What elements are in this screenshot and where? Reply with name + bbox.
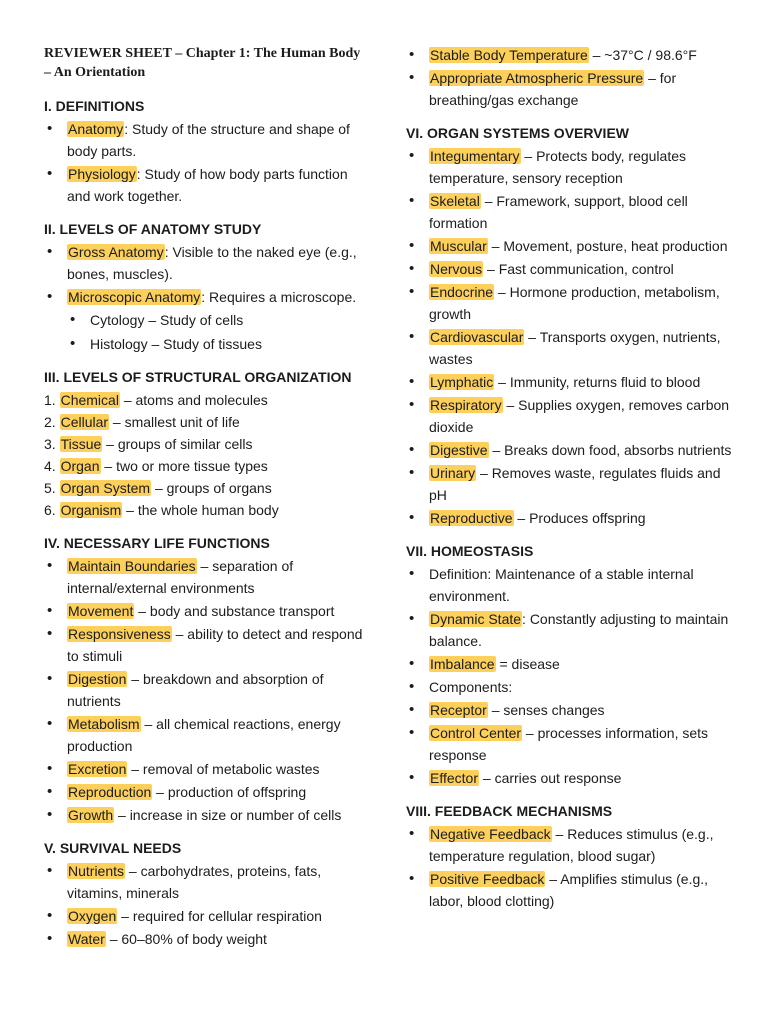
section-feedback-mechanisms <box>406 800 736 912</box>
section-levels-of-anatomy <box>44 218 370 355</box>
list-item <box>406 767 736 789</box>
highlighted-term: Tissue <box>60 436 102 452</box>
list-item <box>406 722 736 766</box>
list-item <box>406 44 736 66</box>
highlighted-term: Metabolism <box>68 716 140 732</box>
item-text: – body and substance transport <box>134 603 335 619</box>
item-text: – Breaks down food, absorbs nutrients <box>488 442 732 458</box>
item-text: : Study of how body parts function and work together. <box>67 166 348 204</box>
item-text: – Produces offspring <box>513 510 646 526</box>
list-item <box>44 118 370 162</box>
list-item: • Definition: Maintenance of a stable internal environment. <box>406 563 736 607</box>
item-text: – Supplies oxygen, removes carbon dioxide <box>429 397 730 435</box>
list-item <box>406 145 736 189</box>
highlighted-term: Digestion <box>68 671 127 687</box>
section-organ-systems <box>406 122 736 529</box>
highlighted-term: Effector <box>430 770 478 786</box>
numbered-item <box>44 499 370 521</box>
list-item <box>406 462 736 506</box>
list-item <box>44 713 370 757</box>
highlighted-term: Chemical <box>60 392 119 408</box>
item-text: – processes information, sets response <box>429 725 709 763</box>
highlighted-term: Organ System <box>60 480 151 496</box>
item-text: – the whole human body <box>122 502 279 518</box>
item-number: 2. <box>44 414 60 430</box>
item-text: – carbohydrates, proteins, fats, vitamins, minerals <box>67 863 322 901</box>
item-text: : Requires a microscope. <box>201 289 357 305</box>
item-text: – groups of similar cells <box>102 436 253 452</box>
list-item <box>406 699 736 721</box>
section-heading: IV. NECESSARY LIFE FUNCTIONS <box>44 535 270 551</box>
highlighted-term: Water <box>68 931 105 947</box>
list-item <box>44 623 370 667</box>
highlighted-term: Endocrine <box>430 284 494 300</box>
list-item <box>44 758 370 780</box>
highlighted-term: Integumentary <box>430 148 520 164</box>
numbered-item <box>44 433 370 455</box>
list-item <box>406 868 736 912</box>
highlighted-term: Muscular <box>430 238 487 254</box>
section-heading: VIII. FEEDBACK MECHANISMS <box>406 803 613 819</box>
highlighted-term: Gross Anatomy <box>68 244 164 260</box>
section-structural-organization <box>44 366 370 521</box>
highlighted-term: Urinary <box>430 465 476 481</box>
item-text: – Movement, posture, heat production <box>487 238 728 254</box>
numbered-item <box>44 389 370 411</box>
list-item <box>44 163 370 207</box>
list-item <box>406 653 736 675</box>
item-text: – Fast communication, control <box>483 261 674 277</box>
highlighted-term: Nutrients <box>68 863 125 879</box>
item-text: – 60–80% of body weight <box>105 931 267 947</box>
highlighted-term: Receptor <box>430 702 487 718</box>
item-text: – Immunity, returns fluid to blood <box>494 374 701 390</box>
item-text: – production of offspring <box>152 784 307 800</box>
item-text: – required for cellular respiration <box>117 908 322 924</box>
list-item <box>406 258 736 280</box>
item-number: 5. <box>44 480 60 496</box>
section-heading: VII. HOMEOSTASIS <box>406 543 534 559</box>
item-text: : Constantly adjusting to maintain balance. <box>429 611 729 649</box>
highlighted-term: Microscopic Anatomy <box>68 289 201 305</box>
item-text: – two or more tissue types <box>100 458 268 474</box>
item-text: – Removes waste, regulates fluids and pH <box>429 465 721 503</box>
item-text: – ability to detect and respond to stimuli <box>67 626 363 664</box>
item-text: – all chemical reactions, energy production <box>67 716 341 754</box>
item-text: – for breathing/gas exchange <box>429 70 677 108</box>
item-number: 3. <box>44 436 60 452</box>
item-text: = disease <box>495 656 560 672</box>
item-text: – ~37°C / 98.6°F <box>588 47 697 63</box>
item-text: – atoms and molecules <box>119 392 268 408</box>
highlighted-term: Physiology <box>68 166 136 182</box>
list-item <box>44 600 370 622</box>
list-item <box>44 860 370 904</box>
highlighted-term: Reproduction <box>68 784 152 800</box>
item-text: – Amplifies stimulus (e.g., labor, blood clotting) <box>429 871 709 909</box>
left-column <box>44 44 370 961</box>
item-text: – Reduces stimulus (e.g., temperature regulation, blood sugar) <box>429 826 714 864</box>
list-item <box>406 507 736 529</box>
list-item <box>44 286 370 355</box>
item-number: 4. <box>44 458 60 474</box>
list-item <box>406 235 736 257</box>
right-column <box>406 44 736 923</box>
document-title: REVIEWER SHEET – Chapter 1: The Human Body – An Orientation <box>44 46 361 80</box>
sub-list-item: • Histology – Study of tissues <box>67 333 370 355</box>
highlighted-term: Control Center <box>430 725 522 741</box>
list-item <box>44 781 370 803</box>
item-text: – smallest unit of life <box>109 414 240 430</box>
item-text: – senses changes <box>487 702 605 718</box>
item-text: : Study of the structure and shape of body parts. <box>67 121 350 159</box>
item-number: 1. <box>44 392 60 408</box>
list-item: • Components: <box>406 676 736 698</box>
list-item <box>406 608 736 652</box>
list-item <box>44 804 370 826</box>
list-item <box>406 326 736 370</box>
section-heading: VI. ORGAN SYSTEMS OVERVIEW <box>406 125 630 141</box>
highlighted-term: Lymphatic <box>430 374 494 390</box>
item-text: – groups of organs <box>151 480 272 496</box>
list-item <box>406 190 736 234</box>
highlighted-term: Cardiovascular <box>430 329 524 345</box>
highlighted-term: Respiratory <box>430 397 502 413</box>
section-life-functions <box>44 532 370 826</box>
highlighted-term: Reproductive <box>430 510 513 526</box>
list-item <box>44 241 370 285</box>
section-survival-needs-continued <box>406 44 736 111</box>
highlighted-term: Stable Body Temperature <box>430 47 588 63</box>
list-item <box>44 668 370 712</box>
numbered-item <box>44 411 370 433</box>
item-text: – increase in size or number of cells <box>114 807 342 823</box>
item-text: – Hormone production, metabolism, growth <box>429 284 720 322</box>
sub-list-item: • Cytology – Study of cells <box>67 309 370 331</box>
section-survival-needs <box>44 837 370 950</box>
numbered-item <box>44 455 370 477</box>
highlighted-term: Maintain Boundaries <box>68 558 196 574</box>
list-item <box>406 281 736 325</box>
item-text: : Visible to the naked eye (e.g., bones, muscles). <box>67 244 357 282</box>
highlighted-term: Organism <box>60 502 122 518</box>
highlighted-term: Movement <box>68 603 134 619</box>
item-text: – separation of internal/external environments <box>67 558 294 596</box>
item-text: – removal of metabolic wastes <box>127 761 320 777</box>
list-item <box>406 439 736 461</box>
section-heading: V. SURVIVAL NEEDS <box>44 840 182 856</box>
list-item <box>406 67 736 111</box>
highlighted-term: Negative Feedback <box>430 826 551 842</box>
item-text: – Transports oxygen, nutrients, wastes <box>429 329 721 367</box>
highlighted-term: Skeletal <box>430 193 480 209</box>
section-homeostasis <box>406 540 736 789</box>
item-number: 6. <box>44 502 60 518</box>
highlighted-term: Nervous <box>430 261 483 277</box>
section-heading: I. DEFINITIONS <box>44 98 145 114</box>
list-item <box>406 371 736 393</box>
list-item <box>44 928 370 950</box>
item-text: – breakdown and absorption of nutrients <box>67 671 324 709</box>
highlighted-term: Positive Feedback <box>430 871 545 887</box>
numbered-item <box>44 477 370 499</box>
list-item <box>406 394 736 438</box>
highlighted-term: Imbalance <box>430 656 495 672</box>
highlighted-term: Growth <box>68 807 114 823</box>
list-item <box>44 905 370 927</box>
highlighted-term: Dynamic State <box>430 611 522 627</box>
section-heading: II. LEVELS OF ANATOMY STUDY <box>44 221 262 237</box>
item-text: – Framework, support, blood cell formation <box>429 193 688 231</box>
highlighted-term: Organ <box>60 458 100 474</box>
highlighted-term: Oxygen <box>68 908 117 924</box>
highlighted-term: Cellular <box>60 414 109 430</box>
section-definitions <box>44 95 370 207</box>
highlighted-term: Appropriate Atmospheric Pressure <box>430 70 644 86</box>
list-item <box>406 823 736 867</box>
section-heading: III. LEVELS OF STRUCTURAL ORGANIZATION <box>44 369 352 385</box>
item-text: – carries out response <box>479 770 622 786</box>
item-text: – Protects body, regulates temperature, sensory reception <box>429 148 686 186</box>
highlighted-term: Excretion <box>68 761 127 777</box>
list-item <box>44 555 370 599</box>
highlighted-term: Digestive <box>430 442 488 458</box>
highlighted-term: Anatomy <box>68 121 124 137</box>
highlighted-term: Responsiveness <box>68 626 171 642</box>
